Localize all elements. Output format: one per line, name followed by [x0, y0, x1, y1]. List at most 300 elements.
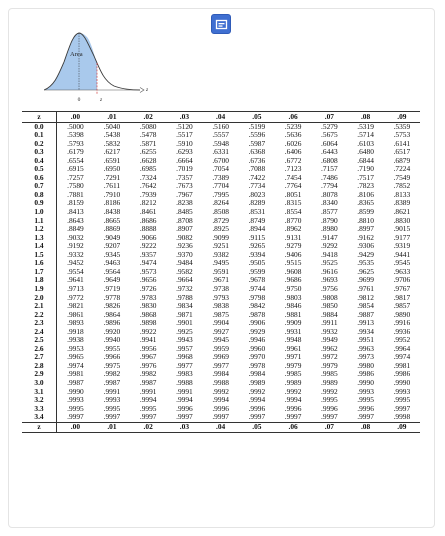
header-cell-col: .08	[347, 112, 383, 123]
probability-cell: .9838	[212, 301, 229, 311]
probability-cell: .9920	[103, 326, 121, 336]
probability-cell: .9332	[67, 249, 84, 259]
probability-cell: .9115	[248, 232, 266, 242]
probability-cell: .9778	[103, 292, 121, 302]
probability-cell: .8599	[357, 207, 374, 217]
probability-cell: .9015	[393, 224, 411, 234]
probability-cell: .6915	[67, 164, 84, 174]
probability-cell: .9732	[176, 283, 193, 293]
probability-cell: .9995	[357, 395, 374, 405]
probability-cell: .9265	[248, 241, 266, 251]
probability-cell: .8264	[212, 198, 229, 208]
probability-cell: .9591	[212, 266, 229, 276]
probability-cell: .9992	[212, 386, 229, 396]
probability-cell: .9515	[284, 258, 302, 268]
footer-cell-z: z	[22, 422, 57, 433]
z-marker-label: z	[100, 97, 103, 103]
probability-cell: .9788	[176, 292, 193, 302]
probability-cell: .5199	[248, 121, 266, 131]
probability-cell: .8980	[321, 224, 338, 234]
probability-cell: .8849	[67, 224, 84, 234]
probability-cell: .9616	[321, 266, 338, 276]
probability-cell: .5438	[103, 130, 121, 140]
probability-cell: .9798	[248, 292, 266, 302]
probability-cell: .6141	[393, 138, 411, 148]
probability-cell: .9959	[212, 343, 229, 353]
probability-cell: .8023	[248, 189, 266, 199]
probability-cell: .6700	[212, 155, 229, 165]
probability-cell: .9987	[139, 377, 157, 387]
probability-cell: .5160	[212, 121, 229, 131]
probability-cell: .9406	[284, 249, 302, 259]
probability-cell: .8413	[67, 207, 84, 217]
probability-cell: .9938	[67, 335, 84, 345]
probability-cell: .9997	[321, 412, 338, 422]
probability-cell: .9975	[103, 360, 121, 370]
probability-cell: .9251	[212, 241, 229, 251]
probability-cell: .9525	[321, 258, 338, 268]
z-value-cell: 1.9	[22, 285, 57, 294]
probability-cell: .9995	[321, 395, 338, 405]
probability-cell: .9861	[67, 309, 84, 319]
probability-cell: .9988	[176, 377, 193, 387]
probability-cell: .9973	[357, 352, 374, 362]
probability-cell: .7794	[321, 181, 338, 191]
probability-cell: .9686	[284, 275, 302, 285]
probability-cell: .9793	[212, 292, 229, 302]
copy-icon	[215, 18, 228, 31]
probability-cell: .5832	[103, 138, 121, 148]
copy-image-button[interactable]	[211, 14, 231, 34]
probability-cell: .9826	[103, 301, 121, 311]
probability-cell: .9441	[393, 249, 411, 259]
footer-cell-col: .07	[311, 422, 347, 433]
probability-cell: .6480	[357, 147, 374, 157]
probability-cell: .5753	[393, 130, 411, 140]
probability-cell: .9988	[212, 377, 229, 387]
probability-cell: .9992	[321, 386, 338, 396]
table-row	[22, 413, 420, 422]
probability-cell: .9932	[321, 326, 338, 336]
probability-cell: .7673	[176, 181, 193, 191]
probability-cell: .9998	[393, 412, 411, 422]
z-value-cell: 3.4	[22, 413, 57, 422]
z-value-cell: 1.3	[22, 234, 57, 243]
probability-cell: .9817	[393, 292, 411, 302]
probability-cell: .9991	[176, 386, 193, 396]
probability-cell: .9949	[321, 335, 338, 345]
probability-cell: .9706	[393, 275, 411, 285]
probability-cell: .9898	[139, 318, 157, 328]
probability-cell: .5398	[67, 130, 84, 140]
probability-cell: .6217	[103, 147, 121, 157]
probability-cell: .9131	[284, 232, 302, 242]
probability-cell: .5948	[212, 138, 229, 148]
probability-cell: .8531	[248, 207, 266, 217]
z-value-cell: 1.6	[22, 259, 57, 268]
probability-cell: .8389	[393, 198, 411, 208]
probability-cell: .9927	[212, 326, 229, 336]
probability-cell: .9671	[212, 275, 229, 285]
probability-cell: .9887	[357, 309, 374, 319]
probability-cell: .7967	[176, 189, 193, 199]
probability-cell: .5557	[212, 130, 229, 140]
probability-cell: .6591	[103, 155, 121, 165]
probability-cell: .9236	[176, 241, 193, 251]
z-value-cell: 2.3	[22, 319, 57, 328]
probability-cell: .9693	[321, 275, 338, 285]
z-value-cell: 1.5	[22, 251, 57, 260]
probability-cell: .6879	[393, 155, 411, 165]
probability-cell: .9864	[103, 309, 121, 319]
probability-cell: .8289	[248, 198, 266, 208]
z-value-cell: 2.2	[22, 311, 57, 320]
probability-cell: .9986	[357, 369, 374, 379]
z-value-cell: 1.8	[22, 276, 57, 285]
probability-cell: .9993	[103, 395, 121, 405]
z-value-cell: 1.0	[22, 208, 57, 217]
probability-cell: .9996	[321, 403, 338, 413]
probability-cell: .9993	[67, 395, 84, 405]
header-cell-col: .03	[166, 112, 202, 123]
probability-cell: .9948	[284, 335, 302, 345]
probability-cell: .5714	[357, 130, 374, 140]
probability-cell: .8770	[284, 215, 302, 225]
probability-cell: .7422	[248, 172, 266, 182]
probability-cell: .8340	[321, 198, 338, 208]
z-value-cell: 2.0	[22, 293, 57, 302]
probability-cell: .9989	[321, 377, 338, 387]
probability-cell: .9881	[284, 309, 302, 319]
probability-cell: .9987	[67, 377, 84, 387]
probability-cell: .5793	[67, 138, 84, 148]
probability-cell: .9767	[393, 283, 411, 293]
probability-cell: .9761	[357, 283, 374, 293]
probability-cell: .9964	[393, 343, 411, 353]
probability-cell: .9878	[248, 309, 266, 319]
z-value-cell: 2.4	[22, 328, 57, 337]
probability-cell: .7881	[67, 189, 84, 199]
probability-cell: .9633	[393, 266, 411, 276]
z-value-cell: 0.6	[22, 174, 57, 183]
probability-cell: .5596	[248, 130, 266, 140]
probability-cell: .9279	[284, 241, 302, 251]
probability-cell: .5000	[67, 121, 84, 131]
probability-cell: .7454	[284, 172, 302, 182]
probability-cell: .9997	[212, 412, 229, 422]
probability-cell: .9991	[103, 386, 121, 396]
probability-cell: .8051	[284, 189, 302, 199]
probability-cell: .9992	[284, 386, 302, 396]
header-row	[22, 112, 420, 123]
probability-cell: .7939	[139, 189, 157, 199]
probability-cell: .9995	[67, 403, 84, 413]
z-value-cell: 0.5	[22, 165, 57, 174]
probability-cell: .9345	[103, 249, 121, 259]
z-value-cell: 2.5	[22, 336, 57, 345]
probability-cell: .9976	[139, 360, 157, 370]
probability-cell: .8078	[321, 189, 338, 199]
probability-cell: .9961	[284, 343, 302, 353]
probability-cell: .9963	[357, 343, 374, 353]
probability-cell: .9783	[139, 292, 157, 302]
probability-cell: .9992	[248, 386, 266, 396]
probability-cell: .9906	[248, 318, 266, 328]
probability-cell: .9625	[357, 266, 374, 276]
footer-cell-col: .05	[239, 422, 275, 433]
probability-cell: .5239	[284, 121, 302, 131]
probability-cell: .9913	[357, 318, 374, 328]
probability-cell: .9750	[284, 283, 302, 293]
shaded-area	[44, 33, 97, 90]
probability-cell: .9922	[139, 326, 157, 336]
probability-cell: .6368	[248, 147, 266, 157]
probability-cell: .9306	[357, 241, 374, 251]
z-value-cell: 1.2	[22, 225, 57, 234]
probability-cell: .5987	[248, 138, 266, 148]
probability-cell: .5040	[103, 121, 121, 131]
probability-cell: .9803	[284, 292, 302, 302]
probability-cell: .9452	[67, 258, 84, 268]
probability-cell: .5120	[176, 121, 193, 131]
footer-cell-col: .01	[94, 422, 130, 433]
probability-cell: .9573	[139, 266, 157, 276]
probability-cell: .9066	[139, 232, 157, 242]
probability-cell: .8944	[248, 224, 266, 234]
probability-cell: .7224	[393, 164, 411, 174]
probability-cell: .9505	[248, 258, 266, 268]
probability-cell: .8888	[139, 224, 157, 234]
probability-cell: .9980	[357, 360, 374, 370]
probability-cell: .9968	[176, 352, 193, 362]
probability-cell: .7190	[357, 164, 374, 174]
probability-cell: .9429	[357, 249, 374, 259]
probability-cell: .5910	[176, 138, 193, 148]
probability-cell: .9982	[103, 369, 121, 379]
probability-cell: .9995	[139, 403, 157, 413]
probability-cell: .8665	[103, 215, 121, 225]
footer-cell-col: .03	[166, 422, 202, 433]
probability-cell: .9744	[248, 283, 266, 293]
probability-cell: .6026	[284, 138, 302, 148]
probability-cell: .7734	[248, 181, 266, 191]
probability-cell: .6517	[393, 147, 411, 157]
probability-cell: .9929	[248, 326, 266, 336]
probability-cell: .7123	[284, 164, 302, 174]
probability-cell: .9997	[176, 412, 193, 422]
footer-cell-col: .09	[384, 422, 420, 433]
probability-cell: .9699	[357, 275, 374, 285]
probability-cell: .9940	[103, 335, 121, 345]
probability-cell: .9854	[357, 301, 374, 311]
z-value-cell: 1.4	[22, 242, 57, 251]
probability-cell: .6844	[357, 155, 374, 165]
area-label: Area	[70, 51, 83, 58]
probability-cell: .8830	[393, 215, 411, 225]
probability-cell: .7389	[212, 172, 229, 182]
z-value-cell: 0.7	[22, 182, 57, 191]
header-cell-col: .09	[384, 112, 420, 123]
probability-cell: .9641	[67, 275, 84, 285]
probability-cell: .9495	[212, 258, 229, 268]
probability-cell: .5636	[284, 130, 302, 140]
z-value-cell: 1.7	[22, 268, 57, 277]
probability-cell: .9656	[139, 275, 157, 285]
probability-cell: .9756	[321, 283, 338, 293]
probability-cell: .9808	[321, 292, 338, 302]
probability-cell: .9726	[139, 283, 157, 293]
zero-label: 0	[77, 97, 81, 103]
probability-cell: .8790	[321, 215, 338, 225]
probability-cell: .8643	[67, 215, 84, 225]
probability-cell: .9997	[139, 412, 157, 422]
probability-cell: .9994	[176, 395, 193, 405]
probability-cell: .6064	[321, 138, 338, 148]
probability-cell: .8485	[176, 207, 193, 217]
probability-cell: .6406	[284, 147, 302, 157]
probability-cell: .6664	[176, 155, 193, 165]
probability-cell: .9868	[139, 309, 157, 319]
probability-cell: .9207	[103, 241, 121, 251]
probability-cell: .5478	[139, 130, 157, 140]
probability-cell: .8869	[103, 224, 121, 234]
probability-cell: .7517	[357, 172, 374, 182]
probability-cell: .9292	[321, 241, 338, 251]
probability-cell: .9983	[176, 369, 193, 379]
probability-cell: .9678	[248, 275, 266, 285]
probability-cell: .7823	[357, 181, 374, 191]
probability-cell: .8925	[212, 224, 229, 234]
probability-cell: .5871	[139, 138, 157, 148]
z-axis-label: z	[146, 87, 149, 93]
probability-cell: .9971	[284, 352, 302, 362]
probability-cell: .9357	[139, 249, 157, 259]
probability-cell: .9995	[393, 395, 411, 405]
z-value-cell: 2.9	[22, 370, 57, 379]
footer-cell-col: .04	[203, 422, 239, 433]
probability-cell: .9962	[321, 343, 338, 353]
probability-cell: .8159	[67, 198, 84, 208]
z-value-cell: 0.2	[22, 140, 57, 149]
probability-cell: .7549	[393, 172, 411, 182]
probability-cell: .9884	[321, 309, 338, 319]
probability-cell: .9934	[357, 326, 374, 336]
header-cell-col: .05	[239, 112, 275, 123]
probability-cell: .9974	[393, 352, 411, 362]
footer-cell-col: .08	[347, 422, 383, 433]
probability-cell: .9896	[103, 318, 121, 328]
probability-cell: .7324	[139, 172, 157, 182]
probability-cell: .9984	[248, 369, 266, 379]
z-table	[22, 111, 420, 433]
header-cell-col: .04	[203, 112, 239, 123]
probability-cell: .9987	[103, 377, 121, 387]
probability-cell: .9608	[284, 266, 302, 276]
probability-cell: .9554	[67, 266, 84, 276]
z-value-cell: 0.0	[22, 122, 57, 131]
probability-cell: .9812	[357, 292, 374, 302]
probability-cell: .9979	[321, 360, 338, 370]
probability-cell: .9162	[357, 232, 374, 242]
header-cell-z: z	[22, 112, 57, 123]
probability-cell: .9977	[176, 360, 193, 370]
probability-cell: .9911	[321, 318, 338, 328]
probability-cell: .9082	[176, 232, 193, 242]
probability-cell: .8997	[357, 224, 374, 234]
probability-cell: .9957	[176, 343, 193, 353]
probability-cell: .9484	[176, 258, 193, 268]
probability-cell: .9834	[176, 301, 193, 311]
z-value-cell: 2.8	[22, 362, 57, 371]
probability-cell: .9177	[393, 232, 411, 242]
probability-cell: .6772	[284, 155, 302, 165]
probability-cell: .9904	[212, 318, 229, 328]
z-value-cell: 0.4	[22, 157, 57, 166]
probability-cell: .9981	[393, 360, 411, 370]
probability-cell: .8621	[393, 207, 411, 217]
probability-cell: .9993	[357, 386, 374, 396]
probability-cell: .9871	[176, 309, 193, 319]
probability-cell: .9664	[176, 275, 193, 285]
probability-cell: .9969	[212, 352, 229, 362]
z-value-cell: 2.6	[22, 345, 57, 354]
header-cell-col: .00	[57, 112, 94, 123]
probability-cell: .9977	[212, 360, 229, 370]
z-value-cell: 0.1	[22, 131, 57, 140]
header-cell-col: .06	[275, 112, 311, 123]
probability-cell: .9994	[248, 395, 266, 405]
probability-cell: .9474	[139, 258, 157, 268]
probability-cell: .8461	[139, 207, 157, 217]
probability-cell: .9996	[357, 403, 374, 413]
probability-cell: .9222	[139, 241, 157, 251]
z-value-cell: 0.8	[22, 191, 57, 200]
probability-cell: .9857	[393, 301, 411, 311]
probability-cell: .6950	[103, 164, 121, 174]
probability-cell: .7088	[248, 164, 266, 174]
probability-cell: .9997	[357, 412, 374, 422]
probability-cell: .9951	[357, 335, 374, 345]
probability-cell: .9418	[321, 249, 338, 259]
z-value-cell: 1.1	[22, 217, 57, 226]
probability-cell: .9985	[321, 369, 338, 379]
probability-cell: .9978	[248, 360, 266, 370]
probability-cell: .9463	[103, 258, 121, 268]
probability-cell: .9842	[248, 301, 266, 311]
probability-cell: .9956	[139, 343, 157, 353]
probability-cell: .8186	[103, 198, 121, 208]
probability-cell: .9997	[284, 412, 302, 422]
probability-cell: .6985	[139, 164, 157, 174]
probability-cell: .5517	[176, 130, 193, 140]
probability-cell: .9901	[176, 318, 193, 328]
footer-cell-col: .02	[130, 422, 166, 433]
probability-cell: .9738	[212, 283, 229, 293]
probability-cell: .9966	[103, 352, 121, 362]
probability-cell: .9986	[393, 369, 411, 379]
probability-cell: .5675	[321, 130, 338, 140]
probability-cell: .9989	[284, 377, 302, 387]
header-cell-col: .07	[311, 112, 347, 123]
probability-cell: .9846	[284, 301, 302, 311]
probability-cell: .9099	[212, 232, 229, 242]
probability-cell: .5359	[393, 121, 411, 131]
probability-cell: .6736	[248, 155, 266, 165]
footer-cell-col: .00	[57, 422, 94, 433]
footer-cell-col: .06	[275, 422, 311, 433]
probability-cell: .8133	[393, 189, 411, 199]
probability-cell: .9997	[393, 403, 411, 413]
